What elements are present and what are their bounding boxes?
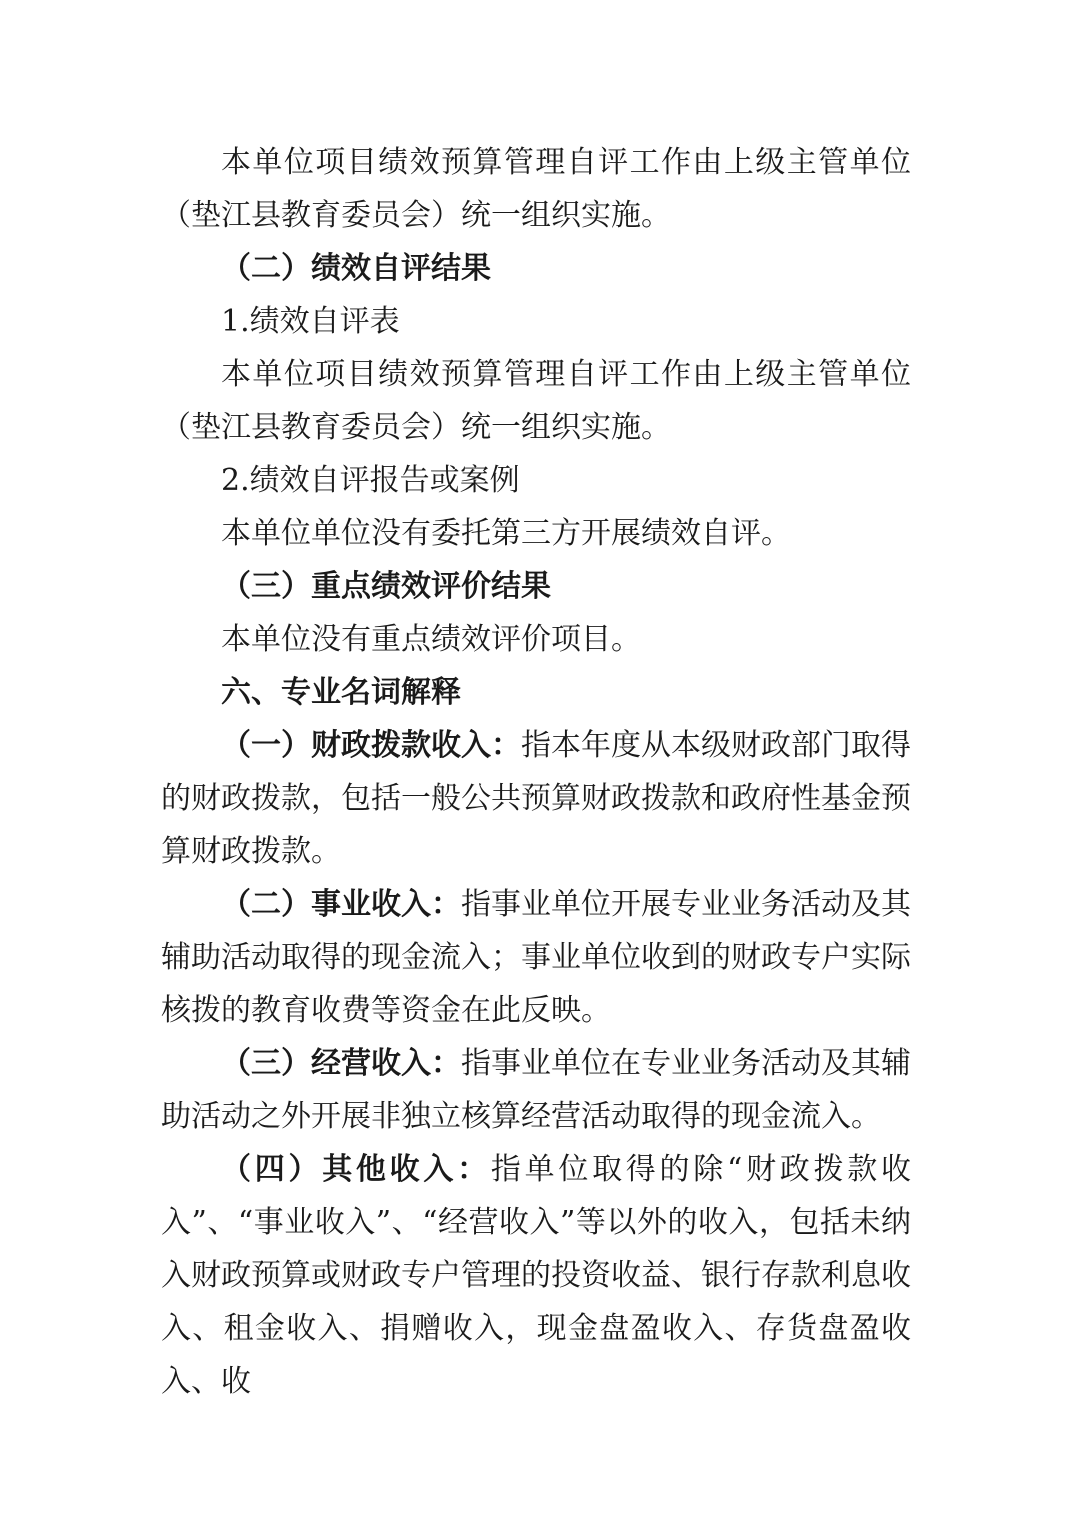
text-run: 本单位没有重点绩效评价项目。	[221, 622, 641, 657]
text-run: 本单位项目绩效预算管理自评工作由上级主管单位（垫江县教育委员会）统一组织实施。	[161, 357, 911, 445]
text-run: 指事业单位在专业业务活动及其辅助活动之外开展非独立核算经营活动取得的现金流入。	[161, 1046, 911, 1134]
para-term-institutional-income	[161, 878, 911, 1037]
text-run: 指单位取得的除“财政拨款收入”、“事业收入”、“经营收入”等以外的收入，包括未纳入财政预算或财政专户管理的投资收益、银行存款利息收入、租金收入、捐赠收入，现金盘盈收入、存货盘盈收入、收	[161, 1152, 912, 1399]
para-self-eval-organization-1	[161, 136, 911, 242]
text-run: 2.绩效自评报告或案例	[221, 463, 520, 498]
para-no-key-projects	[161, 613, 911, 666]
document-content	[161, 136, 911, 1408]
para-term-fiscal-appropriation-income	[161, 719, 911, 878]
para-term-operating-income	[161, 1037, 911, 1143]
para-self-eval-organization-2	[161, 348, 911, 454]
heading-terminology	[161, 666, 911, 719]
text-run: 1.绩效自评表	[221, 304, 400, 339]
para-item-self-eval-table	[161, 295, 911, 348]
term-emphasis: （二）事业收入：	[221, 887, 461, 922]
text-run: 指本年度从本级财政部门取得的财政拨款，包括一般公共预算财政拨款和政府性基金预算财政拨款。	[161, 728, 911, 869]
text-run: 本单位项目绩效预算管理自评工作由上级主管单位（垫江县教育委员会）统一组织实施。	[161, 145, 911, 233]
term-emphasis: （二）绩效自评结果	[221, 251, 491, 286]
heading-key-performance-evaluation	[161, 560, 911, 613]
term-emphasis: （一）财政拨款收入：	[221, 728, 521, 763]
text-run: 指事业单位开展专业业务活动及其辅助活动取得的现金流入；事业单位收到的财政专户实际核拨的教育收费等资金在此反映。	[161, 887, 911, 1028]
text-run: 本单位单位没有委托第三方开展绩效自评。	[221, 516, 791, 551]
term-emphasis: （三）经营收入：	[221, 1046, 461, 1081]
para-item-self-eval-report	[161, 454, 911, 507]
para-no-third-party	[161, 507, 911, 560]
para-term-other-income	[161, 1143, 911, 1408]
term-emphasis: （四）其他收入：	[221, 1152, 491, 1187]
heading-self-eval-results	[161, 242, 911, 295]
term-emphasis: 六、专业名词解释	[221, 675, 461, 710]
term-emphasis: （三）重点绩效评价结果	[221, 569, 551, 604]
